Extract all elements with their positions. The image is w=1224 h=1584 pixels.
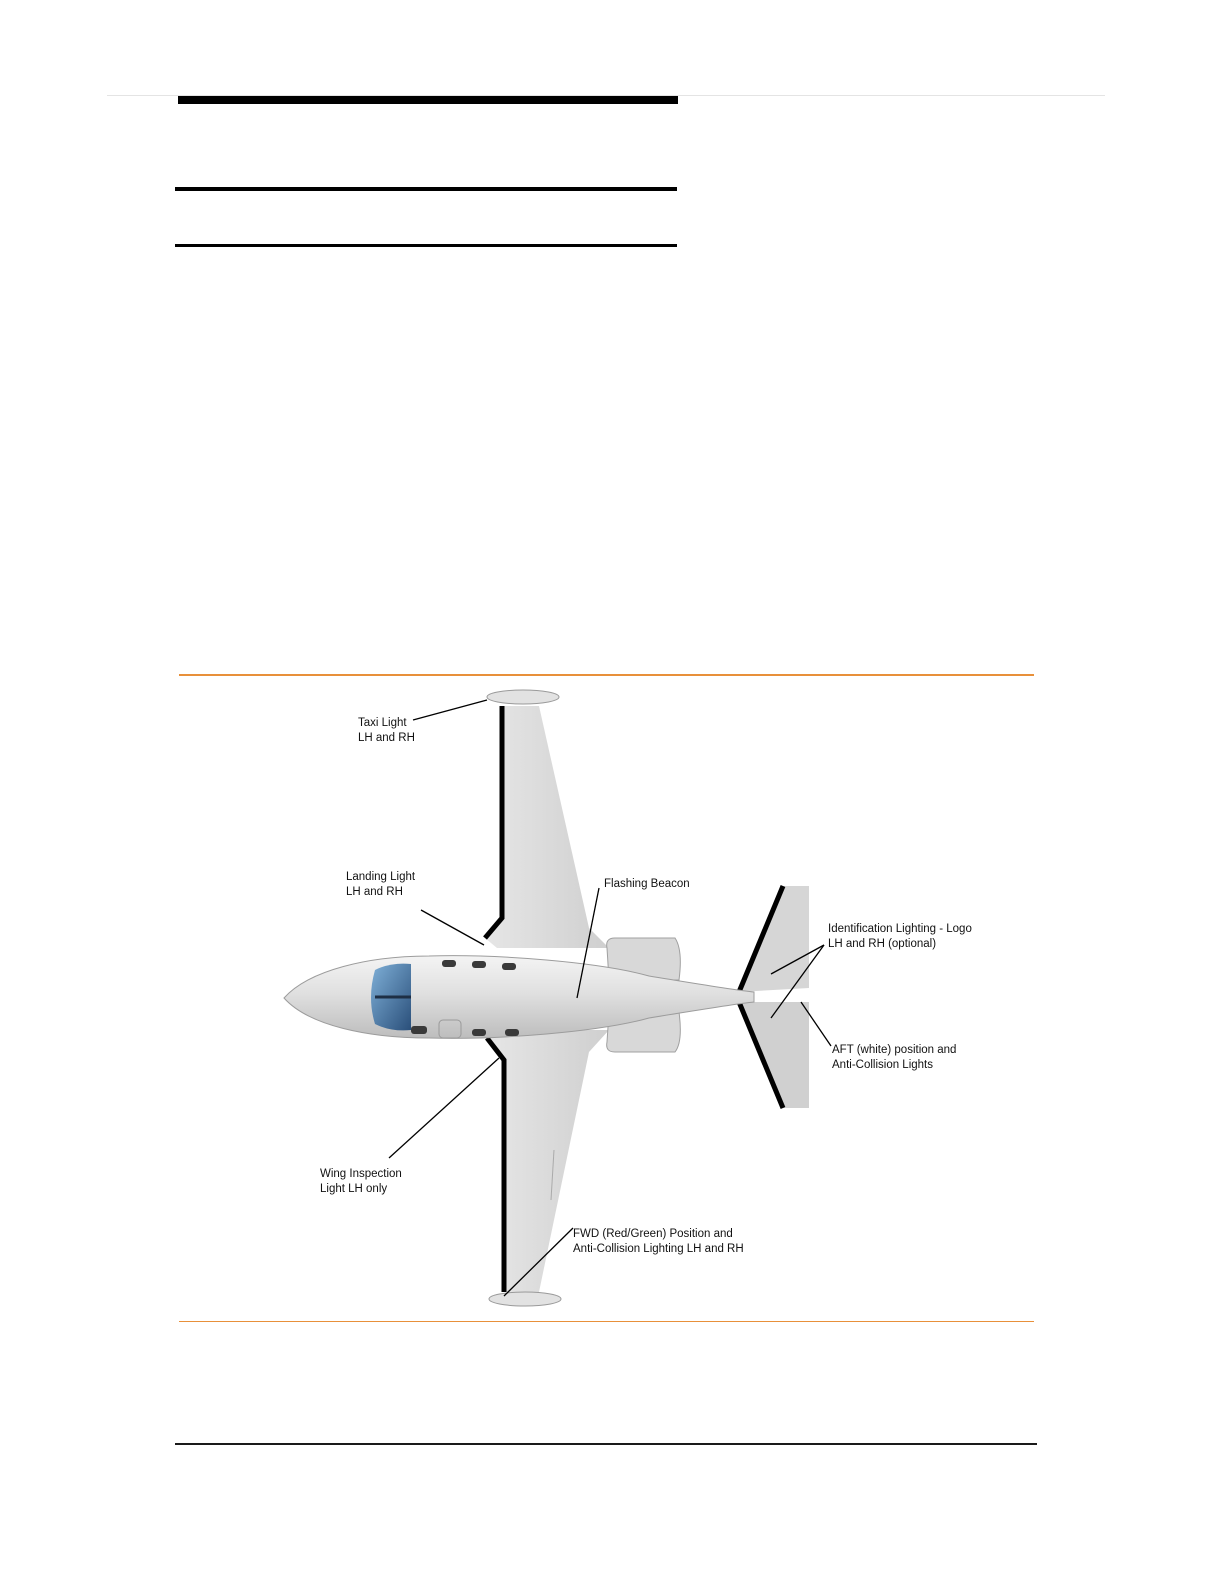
callout-landing-light: Landing Light LH and RH [346, 871, 416, 898]
callout-aft-position-lights: AFT (white) position and Anti-Collision Lights [832, 1044, 957, 1071]
callout-identification-lighting: Identification Lighting - Logo LH and RH (optional) [828, 923, 972, 950]
title-top-rule [175, 187, 677, 191]
footer-rule [175, 1443, 1037, 1445]
callout-taxi-light: Taxi Light LH and RH [358, 717, 415, 744]
callout-wing-inspection-light: Wing Inspection Light LH only [320, 1168, 402, 1195]
aircraft-top-view-illustration [179, 680, 1034, 1316]
title-bottom-rule [175, 244, 677, 247]
figure-bottom-border [179, 1321, 1034, 1322]
callout-flashing-beacon: Flashing Beacon [604, 878, 690, 890]
fuselage [284, 956, 754, 1039]
lower-wing [487, 1030, 609, 1306]
figure-top-border [179, 674, 1034, 676]
upper-wing [485, 690, 609, 948]
aircraft-lighting-figure [179, 680, 1034, 1316]
header-thick-rule [178, 96, 678, 104]
callout-fwd-position-lights: FWD (Red/Green) Position and Anti-Collision Lighting LH and RH [573, 1228, 744, 1255]
